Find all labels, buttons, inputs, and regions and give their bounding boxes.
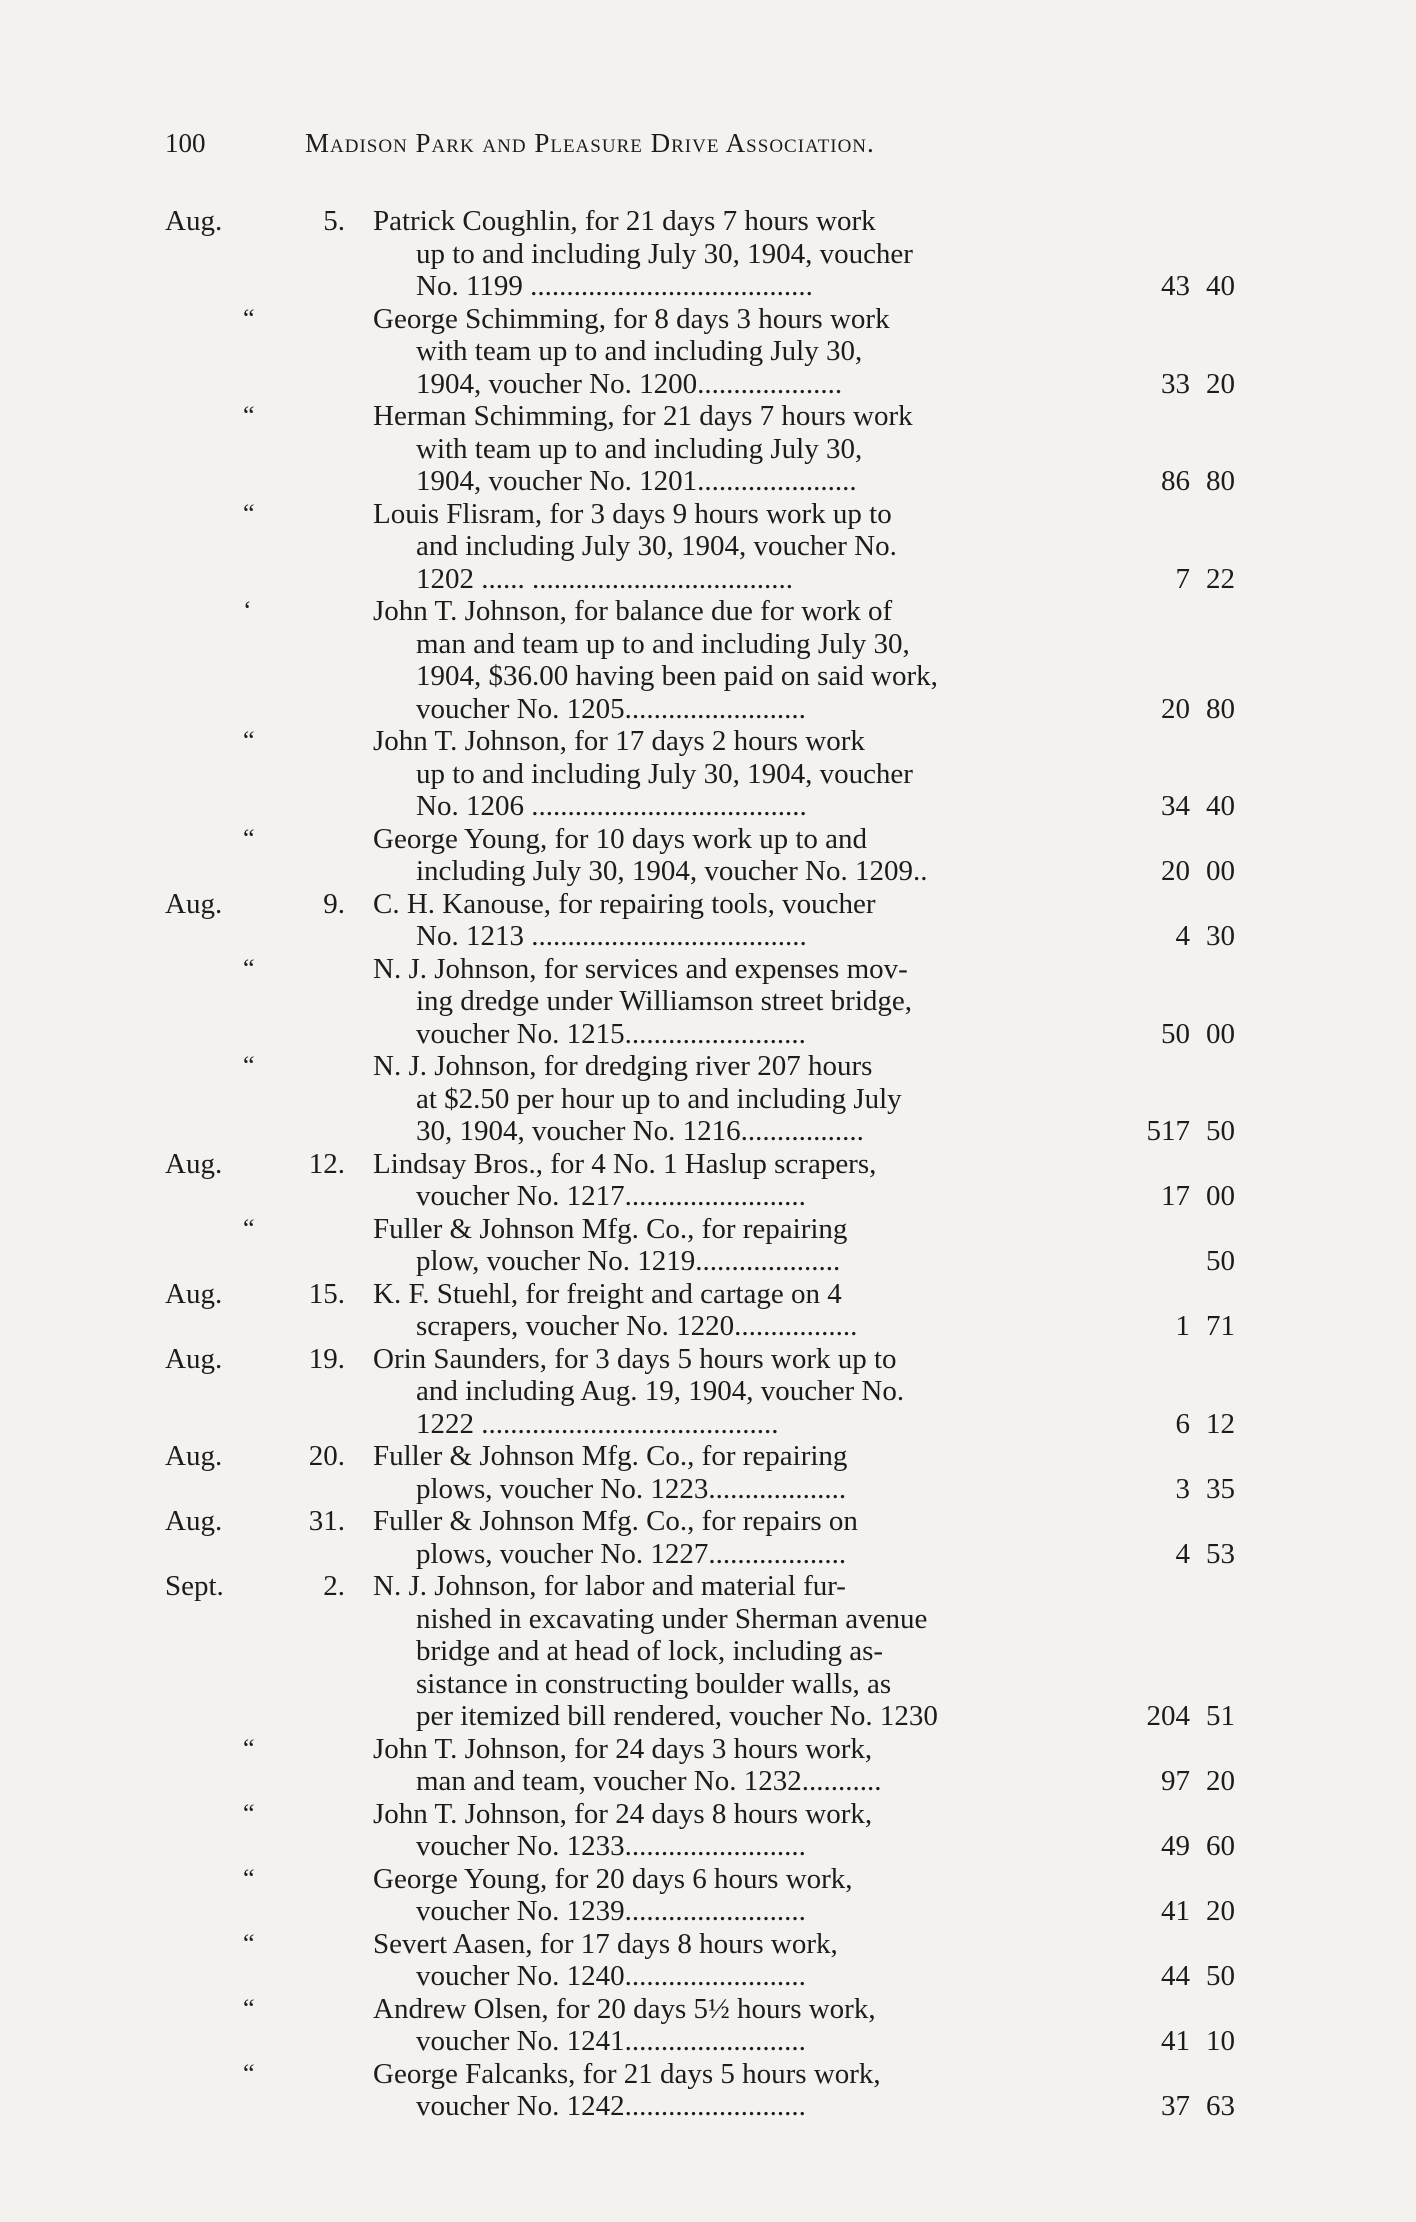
entry-date <box>165 1993 345 2026</box>
entry-day: 5. <box>323 205 345 237</box>
amount-cents: 60 <box>1206 1830 1235 1862</box>
description-line: with team up to and including July 30, <box>416 432 863 465</box>
entry-date <box>165 498 345 531</box>
ditto-mark: “ <box>243 1798 255 1828</box>
entry-date <box>165 1440 345 1473</box>
entry-description <box>345 725 1110 823</box>
entry-day: 31. <box>308 1505 345 1537</box>
entry-amount <box>1110 888 1235 953</box>
entry-description <box>345 1733 1110 1798</box>
description-line: voucher No. 1240......................... <box>416 1960 806 1992</box>
amount-dollars: 43 <box>1161 270 1190 302</box>
amount-cents: 00 <box>1206 855 1235 887</box>
description-line: plows, voucher No. 1227................... <box>416 1537 847 1570</box>
entry-date <box>165 400 345 433</box>
entry-month: Aug. <box>165 1505 223 1537</box>
entry-date <box>165 1148 345 1181</box>
amount-dollars: 41 <box>1161 2025 1190 2057</box>
entry-description <box>345 1570 1110 1733</box>
amount-cents: 22 <box>1206 562 1235 595</box>
entry-description <box>345 1148 1110 1213</box>
ledger-entry <box>165 1213 1295 1278</box>
description-line: C. H. Kanouse, for repairing tools, voucher <box>373 887 876 920</box>
entry-day: 12. <box>308 1147 345 1180</box>
entry-description <box>345 1993 1110 2058</box>
description-line: at $2.50 per hour up to and including July <box>416 1082 902 1115</box>
entry-amount <box>1110 1343 1235 1441</box>
description-line: plow, voucher No. 1219.................... <box>416 1245 841 1277</box>
amount-dollars <box>1130 1245 1190 1278</box>
entry-amount <box>1110 1505 1235 1570</box>
description-line: nished in excavating under Sherman avenue <box>416 1602 928 1635</box>
description-line: 1904, voucher No. 1201...................... <box>416 465 857 497</box>
entry-month: Sept. <box>165 1570 224 1602</box>
description-line: Louis Flisram, for 3 days 9 hours work up to <box>373 497 892 530</box>
amount-dollars: 20 <box>1161 855 1190 887</box>
ledger-entries <box>165 205 1295 2123</box>
entry-description <box>345 595 1110 725</box>
description-line: No. 1199 ....................................... <box>416 270 813 302</box>
description-line: K. F. Stuehl, for freight and cartage on 4 <box>373 1277 842 1310</box>
ledger-entry <box>165 1050 1295 1148</box>
entry-amount <box>1110 400 1235 498</box>
description-line: 30, 1904, voucher No. 1216................. <box>416 1115 864 1147</box>
ditto-mark: “ <box>243 2058 255 2088</box>
entry-amount <box>1110 1733 1235 1798</box>
description-line: George Falcanks, for 21 days 5 hours work, <box>373 2057 881 2090</box>
amount-cents: 63 <box>1206 2090 1235 2122</box>
entry-month: Aug. <box>165 205 223 237</box>
page-header <box>165 124 1155 164</box>
entry-date <box>165 595 345 628</box>
amount-dollars: 50 <box>1161 1017 1190 1050</box>
description-line: sistance in constructing boulder walls, as <box>416 1667 892 1700</box>
ditto-mark: “ <box>243 498 255 528</box>
amount-dollars: 3 <box>1175 1472 1190 1505</box>
entry-day: 20. <box>308 1440 345 1472</box>
entry-date <box>165 1798 345 1831</box>
amount-dollars: 4 <box>1175 920 1190 952</box>
entry-amount <box>1110 595 1235 725</box>
ledger-entry <box>165 400 1295 498</box>
amount-dollars: 41 <box>1161 1895 1190 1927</box>
entry-date <box>165 2058 345 2091</box>
description-line: Fuller & Johnson Mfg. Co., for repairing <box>373 1212 848 1245</box>
description-line: Fuller & Johnson Mfg. Co., for repairing <box>373 1440 848 1472</box>
entry-month: Aug. <box>165 1147 223 1180</box>
description-line: John T. Johnson, for 24 days 8 hours work, <box>373 1797 873 1830</box>
entry-amount <box>1110 953 1235 1051</box>
description-line: scrapers, voucher No. 1220................. <box>416 1310 858 1342</box>
ledger-entry <box>165 1343 1295 1441</box>
description-line: voucher No. 1215......................... <box>416 1017 806 1050</box>
description-line: up to and including July 30, 1904, voucher <box>416 757 913 790</box>
amount-dollars: 6 <box>1175 1407 1190 1440</box>
description-line: John T. Johnson, for 17 days 2 hours work <box>373 725 865 757</box>
description-line: voucher No. 1242......................... <box>416 2090 806 2122</box>
entry-date <box>165 1863 345 1896</box>
description-line: George Young, for 10 days work up to and <box>373 822 868 855</box>
ledger-entry <box>165 1928 1295 1993</box>
amount-cents: 80 <box>1206 692 1235 725</box>
entry-description <box>345 2058 1110 2123</box>
description-line: with team up to and including July 30, <box>416 335 863 367</box>
description-line: and including July 30, 1904, voucher No. <box>416 530 897 562</box>
entry-month: Aug. <box>165 1342 223 1375</box>
ledger-entry <box>165 953 1295 1051</box>
description-line: 1202 ...... .................................... <box>416 562 793 595</box>
entry-amount <box>1110 1928 1235 1993</box>
entry-description <box>345 400 1110 498</box>
amount-cents: 20 <box>1206 1765 1235 1797</box>
entry-description <box>345 1798 1110 1863</box>
ledger-entry <box>165 1440 1295 1505</box>
amount-cents: 20 <box>1206 1895 1235 1927</box>
entry-description <box>345 1343 1110 1441</box>
entry-description <box>345 205 1110 303</box>
entry-amount <box>1110 303 1235 401</box>
description-line: John T. Johnson, for 24 days 3 hours work, <box>373 1732 873 1765</box>
ledger-entry <box>165 1733 1295 1798</box>
ledger-entry <box>165 1570 1295 1733</box>
entry-amount <box>1110 2058 1235 2123</box>
ledger-entry <box>165 205 1295 303</box>
entry-date <box>165 888 345 921</box>
entry-description <box>345 1505 1110 1570</box>
ledger-entry <box>165 1798 1295 1863</box>
description-line: N. J. Johnson, for services and expenses mov- <box>373 952 908 985</box>
entry-amount <box>1110 1570 1235 1733</box>
entry-amount <box>1110 1050 1235 1148</box>
amount-dollars: 34 <box>1161 790 1190 822</box>
entry-amount <box>1110 205 1235 303</box>
description-line: Herman Schimming, for 21 days 7 hours work <box>373 400 913 432</box>
page-number: 100 <box>165 128 206 158</box>
entry-date <box>165 205 345 238</box>
description-line: George Schimming, for 8 days 3 hours work <box>373 302 890 335</box>
entry-description <box>345 1863 1110 1928</box>
amount-cents: 30 <box>1206 920 1235 952</box>
description-line: 1904, $36.00 having been paid on said work, <box>416 660 938 692</box>
description-line: Severt Aasen, for 17 days 8 hours work, <box>373 1927 838 1960</box>
amount-dollars: 20 <box>1161 692 1190 725</box>
description-line: Patrick Coughlin, for 21 days 7 hours work <box>373 205 876 237</box>
ledger-entry <box>165 498 1295 596</box>
amount-dollars: 44 <box>1161 1960 1190 1992</box>
amount-cents: 50 <box>1206 1115 1235 1147</box>
entry-amount <box>1110 498 1235 596</box>
amount-dollars: 517 <box>1146 1115 1190 1147</box>
amount-dollars: 4 <box>1175 1537 1190 1570</box>
amount-dollars: 17 <box>1161 1180 1190 1212</box>
entry-description <box>345 1440 1110 1505</box>
amount-cents: 50 <box>1206 1960 1235 1992</box>
entry-amount <box>1110 1148 1235 1213</box>
entry-description <box>345 1050 1110 1148</box>
ledger-entry <box>165 725 1295 823</box>
description-line: Andrew Olsen, for 20 days 5½ hours work, <box>373 1992 876 2025</box>
description-line: bridge and at head of lock, including as- <box>416 1635 884 1667</box>
ditto-mark: “ <box>243 823 255 853</box>
entry-amount <box>1110 823 1235 888</box>
entry-date <box>165 953 345 986</box>
description-line: man and team up to and including July 30, <box>416 627 910 660</box>
description-line: up to and including July 30, 1904, voucher <box>416 237 913 270</box>
description-line: and including Aug. 19, 1904, voucher No. <box>416 1375 905 1407</box>
entry-amount <box>1110 725 1235 823</box>
ledger-entry <box>165 1863 1295 1928</box>
amount-cents: 20 <box>1206 367 1235 400</box>
entry-description <box>345 953 1110 1051</box>
entry-date <box>165 303 345 336</box>
entry-amount <box>1110 1993 1235 2058</box>
description-line: No. 1213 ...................................... <box>416 920 807 952</box>
entry-date <box>165 1928 345 1961</box>
description-line: voucher No. 1205......................... <box>416 692 806 725</box>
entry-date <box>165 1213 345 1246</box>
ledger-entry <box>165 303 1295 401</box>
description-line: man and team, voucher No. 1232........... <box>416 1765 882 1797</box>
ditto-mark: “ <box>243 1993 255 2023</box>
entry-day: 15. <box>308 1277 345 1310</box>
ledger-entry <box>165 1148 1295 1213</box>
entry-date <box>165 725 345 758</box>
entry-date <box>165 1570 345 1603</box>
amount-dollars: 86 <box>1161 465 1190 497</box>
description-line: voucher No. 1233......................... <box>416 1830 806 1862</box>
description-line: including July 30, 1904, voucher No. 1209.. <box>416 855 928 887</box>
entry-description <box>345 888 1110 953</box>
amount-cents: 12 <box>1206 1407 1235 1440</box>
amount-dollars: 33 <box>1161 367 1190 400</box>
entry-date <box>165 1505 345 1538</box>
amount-cents: 71 <box>1206 1310 1235 1342</box>
description-line: John T. Johnson, for balance due for work of <box>373 595 893 627</box>
ditto-mark: “ <box>243 1213 255 1243</box>
description-line: N. J. Johnson, for dredging river 207 hours <box>373 1050 873 1082</box>
ditto-mark: “ <box>243 1863 255 1893</box>
ledger-entry <box>165 2058 1295 2123</box>
entry-amount <box>1110 1213 1235 1278</box>
ledger-entry <box>165 595 1295 725</box>
amount-cents: 51 <box>1206 1700 1235 1732</box>
description-line: voucher No. 1239......................... <box>416 1895 806 1927</box>
amount-dollars: 7 <box>1175 562 1190 595</box>
entry-date <box>165 1278 345 1311</box>
ditto-mark: “ <box>243 1928 255 1958</box>
entry-date <box>165 1343 345 1376</box>
entry-date <box>165 1733 345 1766</box>
ditto-mark: “ <box>243 401 255 430</box>
description-line: Lindsay Bros., for 4 No. 1 Haslup scrapers, <box>373 1147 877 1180</box>
description-line: No. 1206 ...................................... <box>416 790 807 822</box>
amount-dollars: 37 <box>1161 2090 1190 2122</box>
description-line: N. J. Johnson, for labor and material fur- <box>373 1570 846 1602</box>
ditto-mark: “ <box>243 953 255 983</box>
description-line: plows, voucher No. 1223................... <box>416 1472 847 1505</box>
ditto-mark: ‘ <box>243 596 252 625</box>
entry-description <box>345 1213 1110 1278</box>
description-line: 1222 ......................................... <box>416 1407 779 1440</box>
ditto-mark: “ <box>243 1051 255 1080</box>
entry-date <box>165 1050 345 1083</box>
entry-date <box>165 823 345 856</box>
entry-day: 19. <box>308 1342 345 1375</box>
description-line: 1904, voucher No. 1200.................... <box>416 367 843 400</box>
description-line: per itemized bill rendered, voucher No. 1230 <box>416 1700 938 1732</box>
entry-description <box>345 1928 1110 1993</box>
amount-cents: 40 <box>1206 270 1235 302</box>
ledger-entry <box>165 1505 1295 1570</box>
entry-amount <box>1110 1278 1235 1343</box>
entry-amount <box>1110 1798 1235 1863</box>
amount-cents: 10 <box>1206 2025 1235 2057</box>
ledger-entry <box>165 1993 1295 2058</box>
description-line: voucher No. 1241......................... <box>416 2025 806 2057</box>
ditto-mark: “ <box>243 1733 255 1763</box>
entry-amount <box>1110 1863 1235 1928</box>
running-head: Madison Park and Pleasure Drive Association. <box>305 128 875 158</box>
entry-description <box>345 498 1110 596</box>
amount-cents: 00 <box>1206 1180 1235 1212</box>
amount-cents: 80 <box>1206 465 1235 497</box>
entry-amount <box>1110 1440 1235 1505</box>
entry-day: 2. <box>323 1570 345 1602</box>
description-line: Orin Saunders, for 3 days 5 hours work up to <box>373 1342 897 1375</box>
entry-day: 9. <box>323 887 345 920</box>
ditto-mark: “ <box>243 303 255 333</box>
amount-cents: 50 <box>1206 1245 1235 1277</box>
ledger-entry <box>165 823 1295 888</box>
ledger-entry <box>165 1278 1295 1343</box>
amount-cents: 40 <box>1206 790 1235 822</box>
ditto-mark: “ <box>243 726 255 755</box>
amount-cents: 35 <box>1206 1472 1235 1505</box>
amount-dollars: 49 <box>1161 1830 1190 1862</box>
description-line: voucher No. 1217......................... <box>416 1180 806 1212</box>
ledger-entry <box>165 888 1295 953</box>
entry-month: Aug. <box>165 887 223 920</box>
entry-description <box>345 303 1110 401</box>
amount-dollars: 204 <box>1146 1700 1190 1732</box>
description-line: Fuller & Johnson Mfg. Co., for repairs on <box>373 1505 858 1537</box>
amount-dollars: 97 <box>1161 1765 1190 1797</box>
entry-month: Aug. <box>165 1440 223 1472</box>
description-line: George Young, for 20 days 6 hours work, <box>373 1862 853 1895</box>
amount-cents: 00 <box>1206 1017 1235 1050</box>
amount-dollars: 1 <box>1175 1310 1190 1342</box>
description-line: ing dredge under Williamson street bridge, <box>416 985 913 1017</box>
entry-month: Aug. <box>165 1277 223 1310</box>
entry-description <box>345 823 1110 888</box>
entry-description <box>345 1278 1110 1343</box>
amount-cents: 53 <box>1206 1537 1235 1570</box>
